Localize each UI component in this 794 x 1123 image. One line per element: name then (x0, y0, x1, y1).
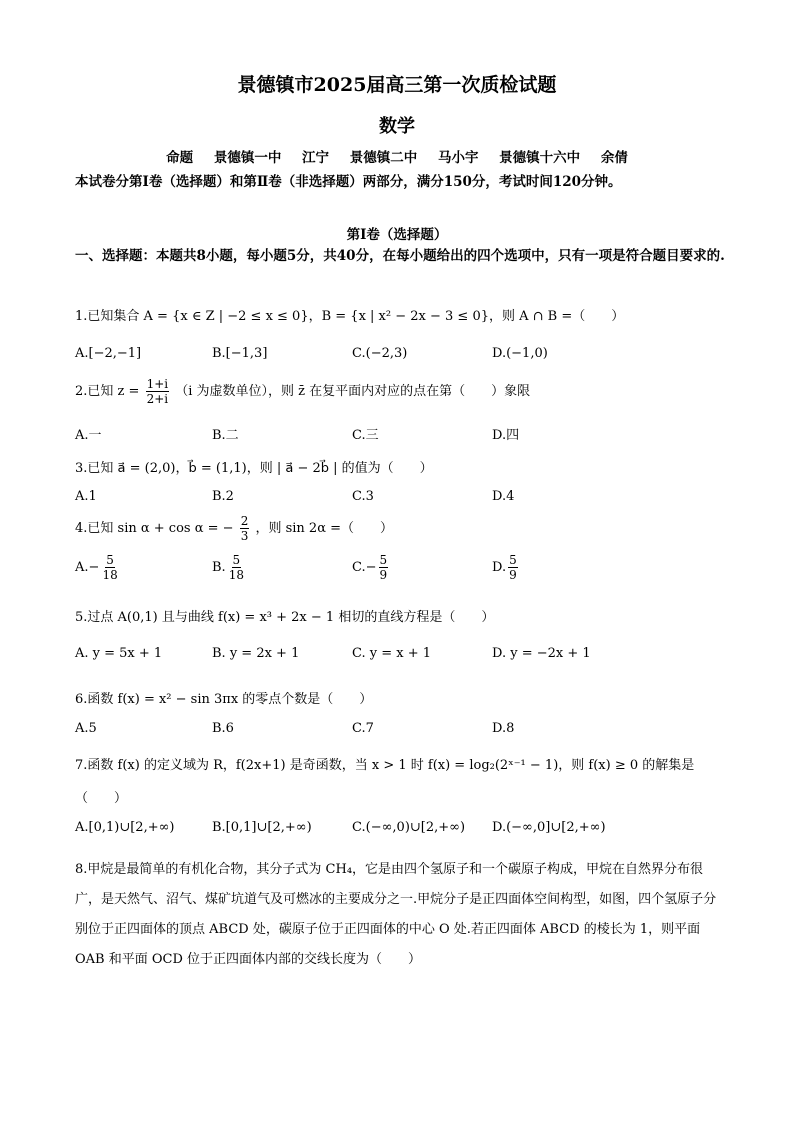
author-item: 景德镇一中 (213, 150, 282, 166)
q2-stem-post: （i 为虚数单位），则 z̄ 在复平面内对应的点在第（ ）象限 (175, 384, 531, 399)
q4-option-b (212, 553, 247, 582)
q7-option-b: B.[0,1]∪[2,+∞) (212, 820, 312, 835)
question-7-stem: 7.函数 f(x) 的定义域为 R，f(2x+1) 是奇函数，当 x > 1 时 f(x) = log₂(2ˣ⁻¹ − 1)，则 f(x) ≥ 0 的解集是 (75, 758, 695, 773)
option-sign: − (88, 560, 100, 575)
q1-option-c: C.(−2,3) (352, 346, 408, 361)
fraction-denominator: 2+i (146, 392, 169, 406)
q1-option-d: D.(−1,0) (492, 346, 548, 361)
fraction-numerator: 1+i (146, 377, 169, 391)
q6-option-a: A.5 (75, 721, 97, 736)
q6-option-c: C.7 (352, 721, 374, 736)
fraction-denominator: 9 (379, 568, 388, 582)
authors-line (0, 146, 794, 166)
q2-fraction (146, 377, 170, 406)
question-4-stem (75, 514, 393, 543)
question-6-stem: 6.函数 f(x) = x² − sin 3πx 的零点个数是（ ） (75, 692, 373, 707)
option-fraction (508, 553, 518, 582)
q4-option-d (492, 553, 520, 582)
q2-option-c: C.三 (352, 428, 379, 443)
q2-option-b: B.二 (212, 428, 239, 443)
part-heading: 第Ⅰ卷（选择题） (346, 227, 448, 243)
q2-option-a: A.一 (75, 428, 102, 443)
q4-option-a (75, 553, 121, 582)
option-fraction (228, 553, 245, 582)
option-label: C. (352, 560, 366, 575)
question-5-stem: 5.过点 A(0,1) 且与曲线 f(x) = x³ + 2x − 1 相切的直线方程是（ ） (75, 610, 495, 625)
q7-option-d: D.(−∞,0]∪[2,+∞) (492, 820, 606, 835)
q2-option-d: D.四 (492, 428, 520, 443)
option-sign: − (365, 560, 377, 575)
q3-option-a: A.1 (75, 489, 97, 504)
exam-intro: 本试卷分第Ⅰ卷（选择题）和第Ⅱ卷（非选择题）两部分，满分150分，考试时间120分钟。 (75, 174, 622, 190)
q6-option-d: D.8 (492, 721, 515, 736)
q4-stem-post: ，则 sin 2α =（ ） (255, 521, 394, 536)
fraction-denominator: 18 (228, 568, 244, 582)
option-label: B. (212, 560, 226, 575)
author-item: 景德镇十六中 (499, 150, 581, 166)
fraction-denominator: 3 (240, 529, 249, 543)
q4-option-c (352, 553, 390, 582)
question-3-stem: 3.已知 a⃗ = (2,0)，b⃗ = (1,1)，则 | a⃗ − 2b⃗ | 的值为（ ） (75, 461, 433, 476)
q5-option-a: A. y = 5x + 1 (75, 646, 163, 661)
fraction-denominator: 9 (509, 568, 517, 582)
option-fraction (379, 553, 389, 582)
fraction-numerator: 5 (232, 553, 241, 567)
q4-stem-pre: 4.已知 sin α + cos α = − (75, 521, 234, 536)
option-label: A. (75, 560, 89, 575)
q5-option-d: D. y = −2x + 1 (492, 646, 591, 661)
q3-option-d: D.4 (492, 489, 515, 504)
q3-option-c: C.3 (352, 489, 374, 504)
author-item: 江宁 (302, 150, 330, 166)
author-item: 景德镇二中 (349, 150, 418, 166)
fraction-numerator: 2 (240, 514, 249, 528)
q5-option-b: B. y = 2x + 1 (212, 646, 300, 661)
author-item: 余倩 (600, 150, 628, 166)
fraction-numerator: 5 (509, 553, 517, 567)
q6-option-b: B.6 (212, 721, 234, 736)
q2-stem-pre: 2.已知 z = (75, 384, 140, 399)
question-7-stem-cont: （ ） (75, 791, 128, 806)
fraction-denominator: 18 (102, 568, 118, 582)
q7-option-c: C.(−∞,0)∪[2,+∞) (352, 820, 466, 835)
author-item: 马小宇 (437, 150, 479, 166)
question-2-stem (75, 377, 530, 406)
q5-option-c: C. y = x + 1 (352, 646, 432, 661)
section-heading: 一、选择题：本题共8小题，每小题5分，共40分，在每小题给出的四个选项中，只有一项是符合题目要求的. (75, 248, 725, 264)
author-item: 命题 (166, 150, 194, 166)
option-fraction (101, 553, 118, 582)
q7-option-a: A.[0,1)∪[2,+∞) (75, 820, 175, 835)
q4-fraction (240, 514, 250, 543)
q3-option-b: B.2 (212, 489, 234, 504)
question-8-stem: 8.甲烷是最简单的有机化合物，其分子式为 CH₄，它是由四个氢原子和一个碳原子构成，甲烷在自然界分布很广，是天然气、沼气、煤矿坑道气及可燃冰的主要成分之一.甲烷分子是正四面体空间构型，如图，四个氢原子分别位于正四面体的顶点 ABCD 处，碳原子位于正四面体的中心 O 处.若正四面体 ABCD 的棱长为 1，则平面 OAB 和平面 OCD 位于正四面体内部的交线长度为（ ） (75, 862, 717, 967)
exam-title: 景德镇市2025届高三第一次质检试题 (237, 74, 557, 96)
question-1-stem: 1.已知集合 A = {x ∈ Z | −2 ≤ x ≤ 0}，B = {x | x² − 2x − 3 ≤ 0}，则 A ∩ B =（ ） (75, 309, 625, 324)
fraction-numerator: 5 (379, 553, 388, 567)
q1-option-b: B.[−1,3] (212, 346, 268, 361)
subject-title: 数学 (379, 116, 415, 137)
fraction-numerator: 5 (106, 553, 114, 567)
q1-option-a: A.[−2,−1] (75, 346, 142, 361)
option-label: D. (492, 560, 507, 575)
